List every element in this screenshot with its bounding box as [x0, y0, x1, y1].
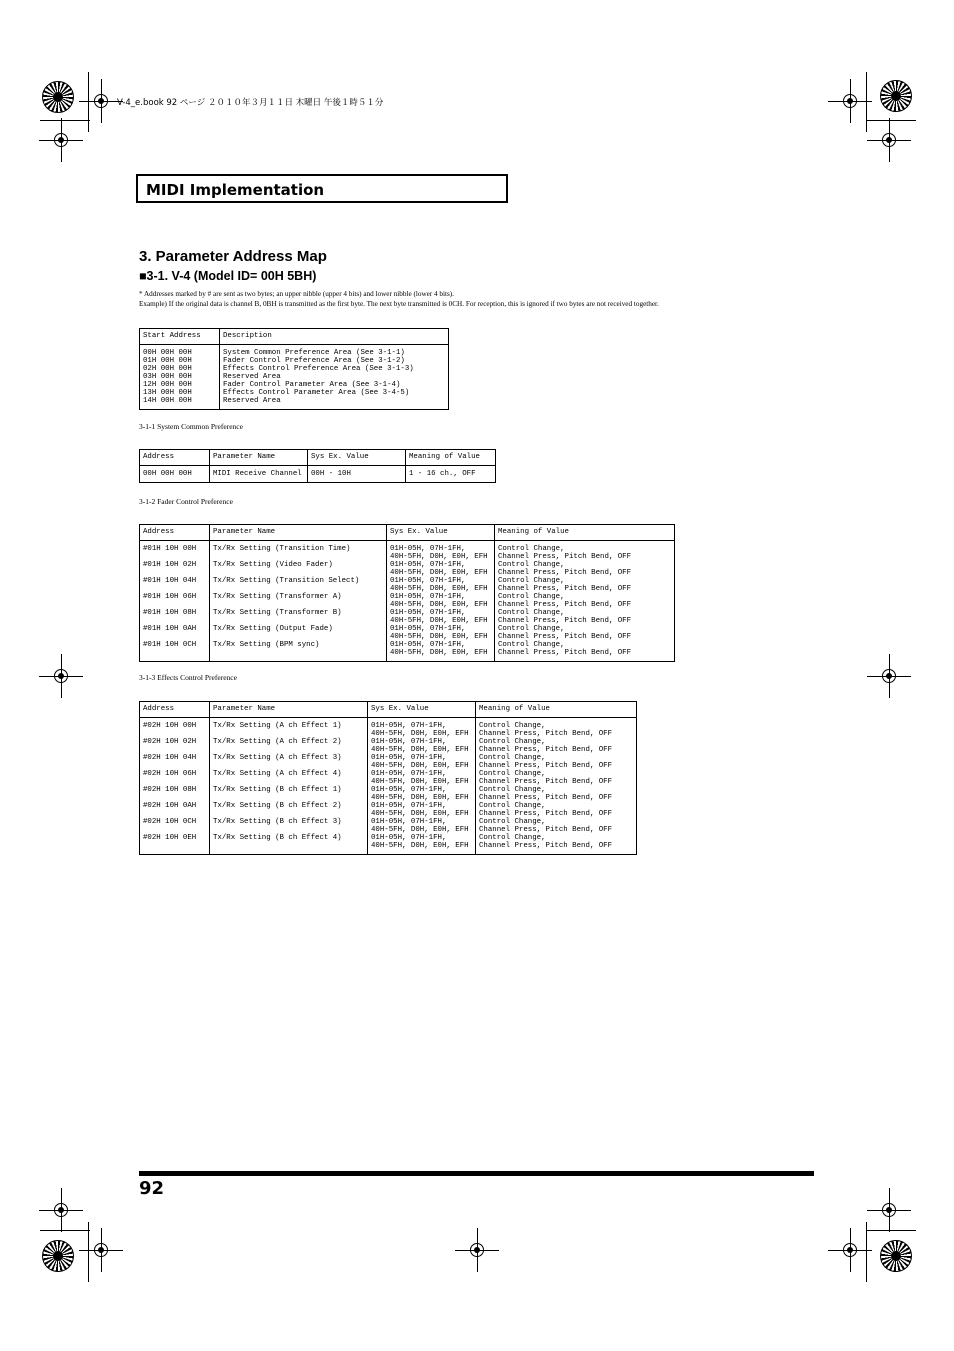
- table-row: [140, 365, 449, 373]
- parameter-cell: Tx/Rx Setting (B ch Effect 1): [210, 786, 368, 802]
- address-cell: 02H 00H 00H: [140, 365, 220, 373]
- meaning-cell: Control Change, Channel Press, Pitch Bend, OFF: [495, 609, 675, 625]
- column-header: Sys Ex. Value: [387, 525, 495, 541]
- trim-line: [866, 120, 916, 121]
- page-title: 3. Parameter Address Map: [139, 248, 327, 265]
- table-row: [140, 718, 637, 739]
- table-row: [140, 754, 637, 770]
- table-row: [140, 541, 675, 562]
- address-cell: #01H 10H 02H: [140, 561, 210, 577]
- trim-line: [40, 1230, 90, 1231]
- registration-disc-icon: [880, 1240, 912, 1272]
- trim-line: [866, 72, 867, 132]
- address-cell: #02H 10H 04H: [140, 754, 210, 770]
- meaning-cell: Control Change, Channel Press, Pitch Bend, OFF: [495, 625, 675, 641]
- meaning-cell: Control Change, Channel Press, Pitch Bend, OFF: [476, 834, 637, 855]
- parameter-cell: Tx/Rx Setting (BPM sync): [210, 641, 387, 662]
- page-number: 92: [139, 1178, 165, 1199]
- footer-rule: [139, 1171, 814, 1176]
- table-row: [140, 466, 496, 483]
- address-cell: 12H 00H 00H: [140, 381, 220, 389]
- address-cell: #01H 10H 00H: [140, 541, 210, 562]
- value-cell: 01H-05H, 07H-1FH, 40H-5FH, D0H, E0H, EFH: [387, 561, 495, 577]
- address-cell: 00H 00H 00H: [140, 345, 220, 358]
- parameter-cell: Tx/Rx Setting (A ch Effect 2): [210, 738, 368, 754]
- meaning-cell: Control Change, Channel Press, Pitch Bend, OFF: [476, 786, 637, 802]
- table-caption: 3-1-3 Effects Control Preference: [139, 673, 237, 682]
- table-row: [140, 593, 675, 609]
- description-cell: Effects Control Parameter Area (See 3-4-5): [220, 389, 449, 397]
- table-row: [140, 625, 675, 641]
- column-header: Address: [140, 525, 210, 541]
- meaning-cell: Control Change, Channel Press, Pitch Bend, OFF: [495, 641, 675, 662]
- value-cell: 01H-05H, 07H-1FH, 40H-5FH, D0H, E0H, EFH: [387, 609, 495, 625]
- table-row: [140, 609, 675, 625]
- address-cell: #02H 10H 0CH: [140, 818, 210, 834]
- meaning-cell: Control Change, Channel Press, Pitch Bend, OFF: [476, 770, 637, 786]
- value-cell: 01H-05H, 07H-1FH, 40H-5FH, D0H, E0H, EFH: [368, 802, 476, 818]
- value-cell: 01H-05H, 07H-1FH, 40H-5FH, D0H, E0H, EFH: [368, 834, 476, 855]
- value-cell: 01H-05H, 07H-1FH, 40H-5FH, D0H, E0H, EFH: [387, 541, 495, 562]
- meaning-cell: Control Change, Channel Press, Pitch Bend, OFF: [476, 738, 637, 754]
- meaning-cell: Control Change, Channel Press, Pitch Bend, OFF: [495, 577, 675, 593]
- column-header: Address: [140, 702, 210, 718]
- address-cell: 13H 00H 00H: [140, 389, 220, 397]
- value-cell: 01H-05H, 07H-1FH, 40H-5FH, D0H, E0H, EFH: [387, 593, 495, 609]
- parameter-cell: Tx/Rx Setting (Transition Select): [210, 577, 387, 593]
- table-row: [140, 770, 637, 786]
- description-cell: Reserved Area: [220, 397, 449, 410]
- address-cell: 00H 00H 00H: [140, 466, 210, 483]
- registration-disc-icon: [42, 81, 74, 113]
- column-header: Meaning of Value: [406, 450, 496, 466]
- trim-line: [866, 1222, 867, 1282]
- address-cell: 14H 00H 00H: [140, 397, 220, 410]
- value-cell: 01H-05H, 07H-1FH, 40H-5FH, D0H, E0H, EFH: [368, 786, 476, 802]
- table-row: [140, 381, 449, 389]
- value-cell: 01H-05H, 07H-1FH, 40H-5FH, D0H, E0H, EFH: [387, 577, 495, 593]
- table-row: [140, 786, 637, 802]
- address-cell: #02H 10H 00H: [140, 718, 210, 739]
- value-cell: 01H-05H, 07H-1FH, 40H-5FH, D0H, E0H, EFH: [368, 718, 476, 739]
- parameter-cell: Tx/Rx Setting (Transformer A): [210, 593, 387, 609]
- parameter-cell: MIDI Receive Channel: [210, 466, 308, 483]
- column-header: Parameter Name: [210, 702, 368, 718]
- meaning-cell: Control Change, Channel Press, Pitch Bend, OFF: [495, 541, 675, 562]
- meaning-cell: Control Change, Channel Press, Pitch Bend, OFF: [495, 593, 675, 609]
- meaning-cell: Control Change, Channel Press, Pitch Bend, OFF: [495, 561, 675, 577]
- description-cell: Fader Control Preference Area (See 3-1-2): [220, 357, 449, 365]
- table-row: [140, 641, 675, 662]
- address-cell: #01H 10H 0CH: [140, 641, 210, 662]
- meaning-cell: Control Change, Channel Press, Pitch Bend, OFF: [476, 754, 637, 770]
- section-heading-box: [136, 174, 508, 203]
- print-info-line: V-4_e.book 92 ページ ２０１０年３月１１日 木曜日 午後１時５１分: [117, 98, 384, 108]
- table-row: [140, 345, 449, 358]
- parameter-cell: Tx/Rx Setting (B ch Effect 2): [210, 802, 368, 818]
- table-row: [140, 577, 675, 593]
- table-row: [140, 389, 449, 397]
- meaning-cell: 1 - 16 ch., OFF: [406, 466, 496, 483]
- address-cell: #02H 10H 08H: [140, 786, 210, 802]
- parameter-cell: Tx/Rx Setting (A ch Effect 4): [210, 770, 368, 786]
- trim-line: [88, 72, 89, 132]
- meaning-cell: Control Change, Channel Press, Pitch Bend, OFF: [476, 802, 637, 818]
- value-cell: 00H - 10H: [308, 466, 406, 483]
- value-cell: 01H-05H, 07H-1FH, 40H-5FH, D0H, E0H, EFH: [387, 625, 495, 641]
- column-header: Meaning of Value: [476, 702, 637, 718]
- column-header: Start Address: [140, 329, 220, 345]
- parameter-cell: Tx/Rx Setting (A ch Effect 3): [210, 754, 368, 770]
- address-cell: 01H 00H 00H: [140, 357, 220, 365]
- address-cell: #02H 10H 0AH: [140, 802, 210, 818]
- column-header: Meaning of Value: [495, 525, 675, 541]
- column-header: Description: [220, 329, 449, 345]
- column-header: Sys Ex. Value: [308, 450, 406, 466]
- parameter-cell: Tx/Rx Setting (A ch Effect 1): [210, 718, 368, 739]
- description-cell: System Common Preference Area (See 3-1-1): [220, 345, 449, 358]
- value-cell: 01H-05H, 07H-1FH, 40H-5FH, D0H, E0H, EFH: [368, 754, 476, 770]
- address-cell: #01H 10H 06H: [140, 593, 210, 609]
- registration-disc-icon: [42, 1240, 74, 1272]
- trim-line: [866, 1230, 916, 1231]
- parameter-cell: Tx/Rx Setting (Video Fader): [210, 561, 387, 577]
- table-row: [140, 738, 637, 754]
- value-cell: 01H-05H, 07H-1FH, 40H-5FH, D0H, E0H, EFH: [387, 641, 495, 662]
- system-common-table: [139, 449, 496, 483]
- parameter-cell: Tx/Rx Setting (Transition Time): [210, 541, 387, 562]
- table-row: [140, 397, 449, 410]
- description-cell: Fader Control Parameter Area (See 3-1-4): [220, 381, 449, 389]
- description-cell: Reserved Area: [220, 373, 449, 381]
- address-map-table: [139, 328, 449, 410]
- table-caption: 3-1-1 System Common Preference: [139, 422, 243, 431]
- value-cell: 01H-05H, 07H-1FH, 40H-5FH, D0H, E0H, EFH: [368, 770, 476, 786]
- fader-control-table: [139, 524, 675, 662]
- column-header: Address: [140, 450, 210, 466]
- address-cell: #02H 10H 02H: [140, 738, 210, 754]
- address-cell: 03H 00H 00H: [140, 373, 220, 381]
- column-header: Parameter Name: [210, 450, 308, 466]
- model-subtitle: ■3-1. V-4 (Model ID= 00H 5BH): [139, 269, 317, 283]
- trim-line: [88, 1222, 89, 1282]
- effects-control-table: [139, 701, 637, 855]
- note-nibble: * Addresses marked by # are sent as two bytes; an upper nibble (upper 4 bits) and lower nibble (lower 4 bits).: [139, 290, 454, 298]
- value-cell: 01H-05H, 07H-1FH, 40H-5FH, D0H, E0H, EFH: [368, 738, 476, 754]
- table-row: [140, 802, 637, 818]
- value-cell: 01H-05H, 07H-1FH, 40H-5FH, D0H, E0H, EFH: [368, 818, 476, 834]
- parameter-cell: Tx/Rx Setting (B ch Effect 4): [210, 834, 368, 855]
- table-row: [140, 373, 449, 381]
- registration-disc-icon: [880, 80, 912, 112]
- description-cell: Effects Control Preference Area (See 3-1-3): [220, 365, 449, 373]
- column-header: Sys Ex. Value: [368, 702, 476, 718]
- parameter-cell: Tx/Rx Setting (B ch Effect 3): [210, 818, 368, 834]
- parameter-cell: Tx/Rx Setting (Transformer B): [210, 609, 387, 625]
- column-header: Parameter Name: [210, 525, 387, 541]
- address-cell: #02H 10H 06H: [140, 770, 210, 786]
- table-row: [140, 834, 637, 855]
- trim-line: [40, 120, 90, 121]
- address-cell: #02H 10H 0EH: [140, 834, 210, 855]
- meaning-cell: Control Change, Channel Press, Pitch Bend, OFF: [476, 718, 637, 739]
- table-row: [140, 561, 675, 577]
- section-heading: MIDI Implementation: [146, 181, 325, 199]
- table-row: [140, 357, 449, 365]
- note-example: Example) If the original data is channel B, 0BH is transmitted as the first byte. The next byte transmitted is 0CH. For reception, this is ignored if two bytes are not received together.: [139, 300, 659, 308]
- table-row: [140, 818, 637, 834]
- parameter-cell: Tx/Rx Setting (Output Fade): [210, 625, 387, 641]
- address-cell: #01H 10H 04H: [140, 577, 210, 593]
- meaning-cell: Control Change, Channel Press, Pitch Bend, OFF: [476, 818, 637, 834]
- address-cell: #01H 10H 0AH: [140, 625, 210, 641]
- table-caption: 3-1-2 Fader Control Preference: [139, 497, 233, 506]
- address-cell: #01H 10H 08H: [140, 609, 210, 625]
